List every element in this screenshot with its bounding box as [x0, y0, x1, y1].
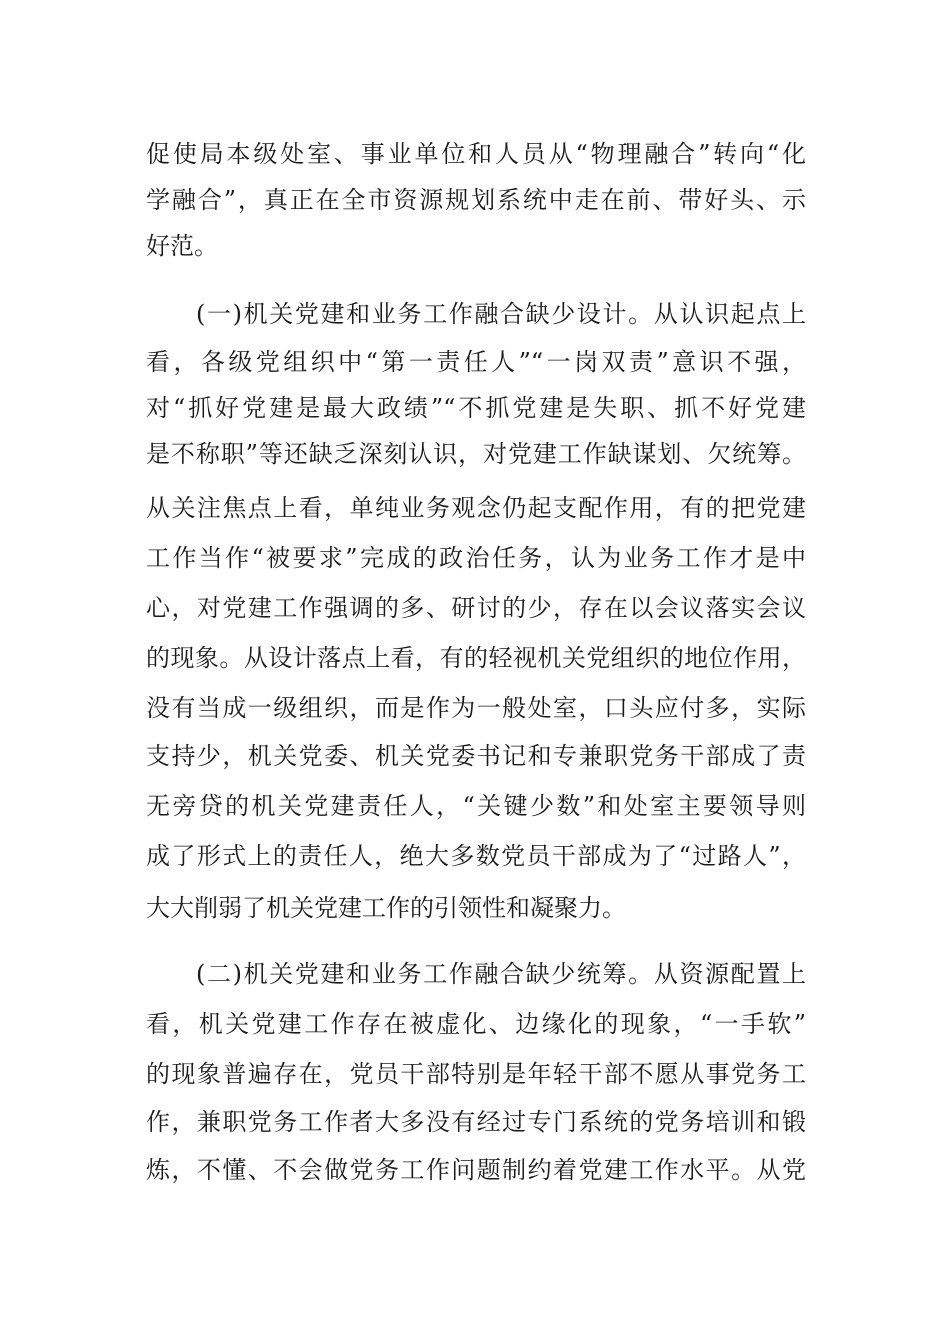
text-line: 的现象普遍存在，党员干部特别是年轻干部不愿从事党务工: [146, 1060, 806, 1088]
text-line: 对“抓好党建是最大政绩”“不抓党建是失职、抓不好党建: [146, 394, 806, 422]
text-line: 促使局本级处室、事业单位和人员从“物理融合”转向“化: [146, 140, 806, 168]
text-line: 是不称职”等还缺乏深刻认识，对党建工作缺谋划、欠统筹。: [146, 440, 806, 468]
text-line: 作，兼职党务工作者大多没有经过专门系统的党务培训和锻: [146, 1108, 806, 1136]
text-line: 没有当成一级组织，而是作为一般处室，口头应付多，实际: [146, 694, 806, 722]
text-line: 工作当作“被要求”完成的政治任务，认为业务工作才是中: [146, 544, 806, 572]
text-line: 看，各级党组织中“第一责任人”“一岗双责”意识不强，: [146, 348, 806, 376]
text-line: 学融合”，真正在全市资源规划系统中走在前、带好头、示: [146, 186, 806, 214]
text-line: 大大削弱了机关党建工作的引领性和凝聚力。: [146, 894, 626, 922]
text-line: 好范。: [146, 232, 218, 260]
text-line: 炼，不懂、不会做党务工作问题制约着党建工作水平。从党: [146, 1156, 806, 1184]
text-line: 从关注焦点上看，单纯业务观念仍起支配作用，有的把党建: [146, 494, 806, 522]
text-line: (一)机关党建和业务工作融合缺少设计。从认识起点上: [196, 300, 806, 328]
text-line: (二)机关党建和业务工作融合缺少统筹。从资源配置上: [196, 960, 806, 988]
text-line: 的现象。从设计落点上看，有的轻视机关党组织的地位作用，: [146, 644, 806, 672]
text-line: 成了形式上的责任人，绝大多数党员干部成为了“过路人”，: [146, 842, 806, 870]
text-line: 支持少，机关党委、机关党委书记和专兼职党务干部成了责: [146, 742, 806, 770]
text-line: 看，机关党建工作存在被虚化、边缘化的现象，“一手软”: [146, 1010, 806, 1038]
text-line: 无旁贷的机关党建责任人，“关键少数”和处室主要领导则: [146, 792, 806, 820]
text-line: 心，对党建工作强调的多、研讨的少，存在以会议落实会议: [146, 594, 806, 622]
